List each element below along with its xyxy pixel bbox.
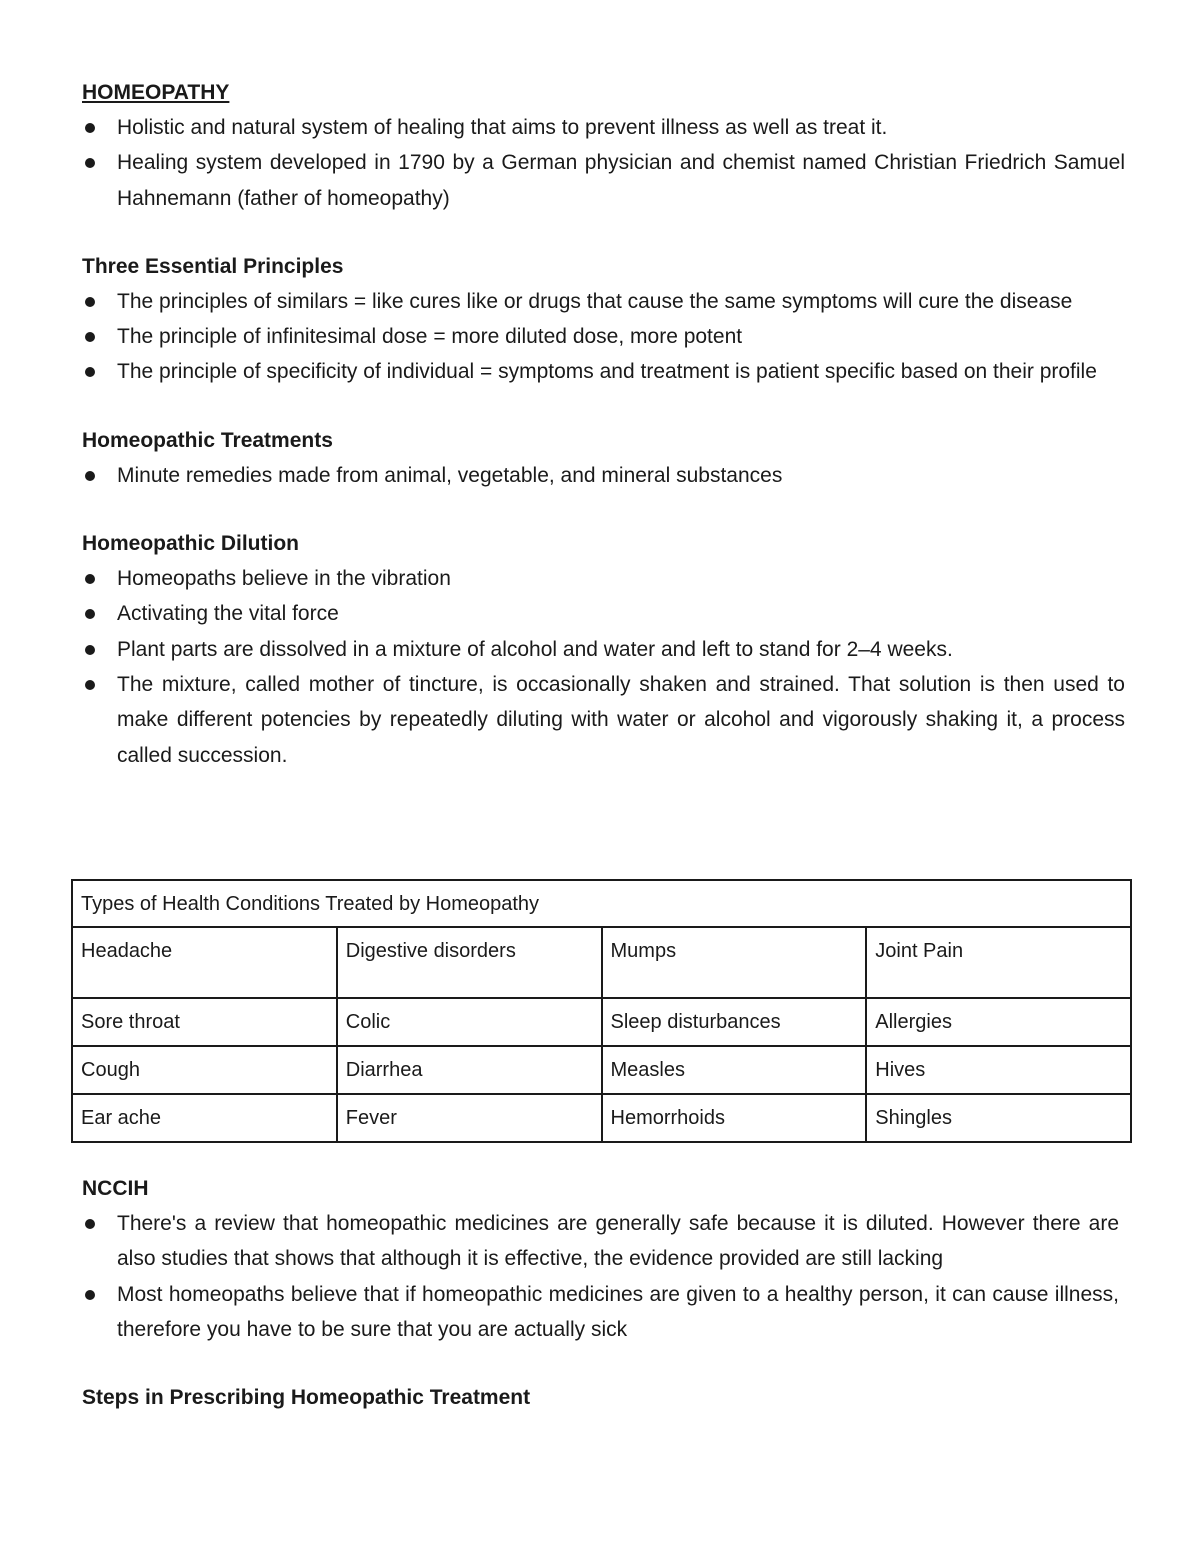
dilution-section xyxy=(82,527,1125,773)
nccih-section xyxy=(82,1172,1119,1347)
table-cell: Measles xyxy=(602,1046,867,1094)
table-row xyxy=(72,1046,1131,1094)
table-cell: Colic xyxy=(337,998,602,1046)
list-item-text: Healing system developed in 1790 by a German physician and chemist named Christian Friedrich Samuel Hahnemann (father of homeopathy) xyxy=(117,151,1125,210)
bullet-icon xyxy=(85,123,95,133)
bullet-icon xyxy=(85,680,95,690)
homeopathy-heading: HOMEOPATHY xyxy=(82,81,230,104)
table-cell: Allergies xyxy=(866,998,1131,1046)
list-item-text: Holistic and natural system of healing that aims to prevent illness as well as treat it. xyxy=(117,116,888,139)
list-item xyxy=(82,110,1125,145)
treatments-list xyxy=(82,458,1125,493)
conditions-table-wrapper xyxy=(71,879,1132,1143)
list-item xyxy=(82,632,1125,667)
list-item-text: The principle of specificity of individual = symptoms and treatment is patient specific based on their profile xyxy=(117,360,1097,384)
treatments-heading: Homeopathic Treatments xyxy=(82,428,333,452)
list-item-text: Activating the vital force xyxy=(117,602,339,626)
list-item-text: Minute remedies made from animal, vegetable, and mineral substances xyxy=(117,463,783,487)
list-item xyxy=(82,284,1125,319)
table-cell: Joint Pain xyxy=(866,927,1131,998)
list-item-text: The principle of infinitesimal dose = more diluted dose, more potent xyxy=(117,325,743,349)
bullet-icon xyxy=(85,574,95,584)
bullet-icon xyxy=(85,609,95,619)
bullet-icon xyxy=(85,158,95,168)
list-item xyxy=(82,1206,1119,1277)
list-item xyxy=(82,319,1125,354)
nccih-list xyxy=(82,1206,1119,1347)
homeopathy-list xyxy=(82,110,1125,216)
nccih-heading: NCCIH xyxy=(82,1177,149,1200)
list-item-text: There's a review that homeopathic medicines are generally safe because it is diluted. However there are also studies that shows that although it is effective, the evidence provided are still lacking xyxy=(117,1212,1119,1271)
list-item xyxy=(82,354,1125,389)
table-row xyxy=(72,998,1131,1046)
list-item xyxy=(82,667,1125,773)
table-cell: Sore throat xyxy=(72,998,337,1046)
table-title-cell: Types of Health Conditions Treated by Homeopathy xyxy=(72,880,1131,927)
treatments-section xyxy=(82,424,1125,493)
table-cell: Digestive disorders xyxy=(337,927,602,998)
principles-list xyxy=(82,284,1125,390)
list-item-text: The mixture, called mother of tincture, is occasionally shaken and strained. That solution is then used to make different potencies by repeatedly diluting with water or alcohol and vigorously shaking it, a process called succession. xyxy=(117,672,1125,767)
bullet-icon xyxy=(85,1290,95,1300)
table-cell: Headache xyxy=(72,927,337,998)
table-cell: Fever xyxy=(337,1094,602,1142)
list-item xyxy=(82,1277,1119,1348)
steps-heading: Steps in Prescribing Homeopathic Treatment xyxy=(82,1386,531,1410)
bullet-icon xyxy=(85,645,95,655)
list-item xyxy=(82,458,1125,493)
table-title-row xyxy=(72,880,1131,927)
table-cell: Hemorrhoids xyxy=(602,1094,867,1142)
steps-section xyxy=(82,1381,1119,1415)
table-cell: Ear ache xyxy=(72,1094,337,1142)
table-cell: Sleep disturbances xyxy=(602,998,867,1046)
table-row xyxy=(72,1094,1131,1142)
table-cell: Hives xyxy=(866,1046,1131,1094)
table-cell: Cough xyxy=(72,1046,337,1094)
table-row xyxy=(72,927,1131,998)
list-item xyxy=(82,145,1125,216)
list-item-text: Most homeopaths believe that if homeopathic medicines are given to a healthy person, it can cause illness, therefore you have to be sure that you are actually sick xyxy=(117,1282,1119,1341)
bullet-icon xyxy=(85,1219,95,1229)
dilution-list xyxy=(82,561,1125,773)
bullet-icon xyxy=(85,367,95,377)
principles-heading: Three Essential Principles xyxy=(82,254,344,278)
bullet-icon xyxy=(85,297,95,307)
homeopathy-section xyxy=(82,76,1125,216)
bullet-icon xyxy=(85,332,95,342)
list-item xyxy=(82,596,1125,631)
list-item-text: Homeopaths believe in the vibration xyxy=(117,567,451,591)
principles-section xyxy=(82,250,1125,390)
lower-content xyxy=(82,1172,1119,1449)
bullet-icon xyxy=(85,471,95,481)
document-page xyxy=(82,76,1125,807)
table-cell: Mumps xyxy=(602,927,867,998)
table-cell: Shingles xyxy=(866,1094,1131,1142)
table-cell: Diarrhea xyxy=(337,1046,602,1094)
list-item-text: Plant parts are dissolved in a mixture of alcohol and water and left to stand for 2–4 weeks. xyxy=(117,637,953,661)
conditions-table xyxy=(71,879,1132,1143)
list-item xyxy=(82,561,1125,596)
list-item-text: The principles of similars = like cures like or drugs that cause the same symptoms will cure the disease xyxy=(117,289,1073,313)
dilution-heading: Homeopathic Dilution xyxy=(82,532,299,556)
